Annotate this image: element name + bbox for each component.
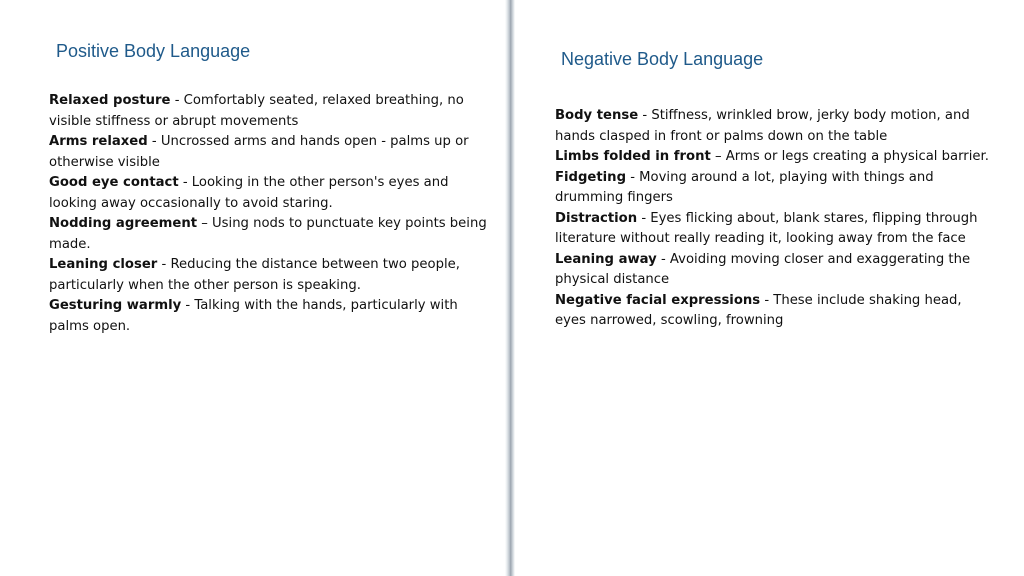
item-separator: – [710,149,726,164]
item-term: Limbs folded in front [555,149,711,164]
item-term: Negative facial expressions [555,292,761,308]
item-description: Talking with the hands, particularly with palms open. [49,298,458,334]
list-item [555,250,995,291]
column-divider [505,0,515,576]
item-description: Comfortably seated, relaxed breathing, no visible stiffness or abrupt movements [49,93,464,129]
item-term: Gesturing warmly [49,298,182,313]
list-item [49,132,489,173]
item-term: Body tense [555,108,639,123]
item-description: Arms or legs creating a physical barrier. [725,149,989,164]
item-separator: - [170,93,184,108]
item-term: Leaning away [555,251,657,267]
item-separator: - [656,251,670,267]
item-term: Fidgeting [555,169,627,185]
item-term: Distraction [555,210,638,226]
item-separator: – [197,216,213,231]
item-term: Relaxed posture [49,93,171,108]
item-description: These include shaking head, eyes narrowed, scowling, frowning [555,292,962,328]
list-item [49,296,489,337]
item-description: Looking in the other person's eyes and looking away occasionally to avoid staring. [49,175,449,211]
item-description: Moving around a lot, playing with things and drumming fingers [555,169,934,205]
item-description: Stiffness, wrinkled brow, jerky body motion, and hands clasped in front or palms down on the table [555,108,970,144]
list-item [49,255,489,296]
item-separator: - [638,108,652,123]
list-item [49,214,489,255]
list-item [49,173,489,214]
list-item [555,147,995,168]
list-item [555,209,995,250]
item-description: Uncrossed arms and hands open - palms up or otherwise visible [49,134,469,170]
list-item [555,291,995,332]
list-item [49,91,489,132]
item-term: Leaning closer [49,257,158,272]
item-separator: - [181,298,195,313]
item-separator: - [178,175,192,190]
negative-list [555,106,995,332]
item-term: Nodding agreement [49,216,198,231]
item-description: Using nods to punctuate key points being made. [49,216,487,252]
list-item [555,106,995,147]
item-separator: - [637,210,651,226]
item-separator: - [626,169,640,185]
item-description: Avoiding moving closer and exaggerating the physical distance [555,251,971,287]
list-item [555,168,995,209]
negative-heading: Negative Body Language [561,49,764,69]
item-separator: - [760,292,774,308]
positive-heading: Positive Body Language [56,41,251,61]
item-description: Eyes flicking about, blank stares, flipping through literature without really reading it, looking away from the face [555,210,978,246]
item-term: Good eye contact [49,175,179,190]
item-separator: - [157,257,171,272]
positive-list [49,91,489,337]
item-term: Arms relaxed [49,134,148,149]
item-separator: - [147,134,161,149]
item-description: Reducing the distance between two people, particularly when the other person is speaking. [49,257,460,293]
